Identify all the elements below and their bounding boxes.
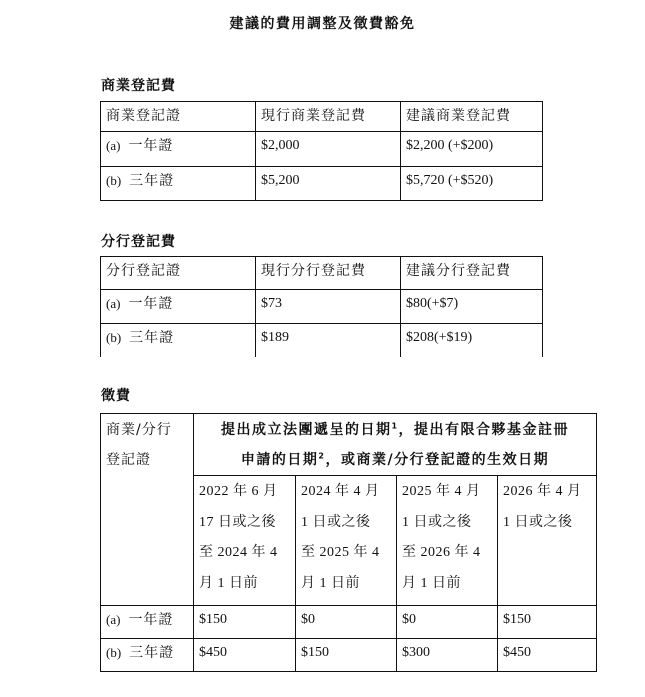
header-current-fee: 現行商業登記費: [256, 102, 401, 132]
levy-table: [100, 413, 597, 672]
row-letter: (b): [106, 173, 122, 188]
levy-value-cell: $150: [498, 606, 597, 639]
current-fee-cell: $5,200: [256, 167, 401, 201]
footnote-1[interactable]: 1: [391, 421, 399, 431]
section-title-branch-fee: 分行登記費: [101, 234, 176, 250]
table-row: [101, 167, 543, 201]
row-name: 一年證: [128, 296, 174, 312]
row-name: 三年證: [129, 173, 175, 189]
current-fee-cell: $2,000: [256, 132, 401, 167]
levy-value-cell: $150: [296, 639, 397, 672]
period-cell: 2022 年 6 月 17 日或之後 至 2024 年 4 月 1 日前: [194, 476, 296, 606]
table-row: [101, 132, 543, 167]
row-label-cell: [101, 324, 256, 357]
document-title: 建議的費用調整及徵費豁免: [229, 16, 416, 32]
levy-value-cell: $0: [397, 606, 498, 639]
levy-value-cell: $300: [397, 639, 498, 672]
span-header-line2: 申請的日期$^2$，或商業/分行登記證的生效日期: [240, 451, 550, 468]
row-label-cell: [101, 167, 256, 201]
table-row: [101, 639, 597, 672]
levy-value-cell: $450: [194, 639, 296, 672]
header-cert: 商業登記證: [101, 102, 256, 132]
levy-value-cell: $0: [296, 606, 397, 639]
row-letter: (b): [106, 330, 122, 345]
row-header-line2: 登記證: [106, 452, 151, 468]
span-header-line1: 提出成立法團遞呈的日期$^1$，提出有限合夥基金註冊: [220, 421, 570, 438]
current-fee-cell: $73: [256, 290, 401, 324]
levy-span-header: [194, 414, 597, 476]
row-label-cell: [101, 639, 194, 672]
levy-value-cell: $450: [498, 639, 597, 672]
row-label-cell: [101, 290, 256, 324]
header-proposed-fee: 建議分行登記費: [401, 257, 543, 290]
levy-header-row: [101, 414, 597, 476]
period-cell: 2024 年 4 月 1 日或之後 至 2025 年 4 月 1 日前: [296, 476, 397, 606]
row-name: 一年證: [128, 612, 174, 628]
table-row: [101, 290, 543, 324]
row-name: 三年證: [129, 645, 175, 661]
row-label-cell: [101, 606, 194, 639]
current-fee-cell: $189: [256, 324, 401, 357]
header-cert: 分行登記證: [101, 257, 256, 290]
proposed-fee-cell: $5,720 (+$520): [401, 167, 543, 201]
row-letter: (b): [106, 645, 122, 660]
levy-row-header: [101, 414, 194, 606]
proposed-fee-cell: $2,200 (+$200): [401, 132, 543, 167]
header-proposed-fee: 建議商業登記費: [401, 102, 543, 132]
table-row: [101, 606, 597, 639]
footnote-2[interactable]: 2: [318, 451, 326, 461]
proposed-fee-cell: $80(+$7): [401, 290, 543, 324]
row-label-cell: [101, 132, 256, 167]
row-letter: (a): [106, 296, 121, 311]
proposed-fee-cell: $208(+$19): [401, 324, 543, 357]
table-header-row: [101, 102, 543, 132]
row-name: 一年證: [128, 138, 174, 154]
header-current-fee: 現行分行登記費: [256, 257, 401, 290]
row-name: 三年證: [129, 330, 175, 346]
section-title-business-fee: 商業登記費: [101, 78, 176, 94]
period-cell: 2025 年 4 月 1 日或之後 至 2026 年 4 月 1 日前: [397, 476, 498, 606]
period-cell: 2026 年 4 月 1 日或之後: [498, 476, 597, 606]
levy-value-cell: $150: [194, 606, 296, 639]
section-title-levy: 徵費: [101, 388, 131, 404]
row-letter: (a): [106, 138, 121, 153]
branch-fee-table: [100, 256, 543, 357]
business-fee-table: [100, 101, 543, 201]
row-letter: (a): [106, 612, 121, 627]
table-row: [101, 324, 543, 357]
row-header-line1: 商業/分行: [106, 422, 172, 438]
table-header-row: [101, 257, 543, 290]
